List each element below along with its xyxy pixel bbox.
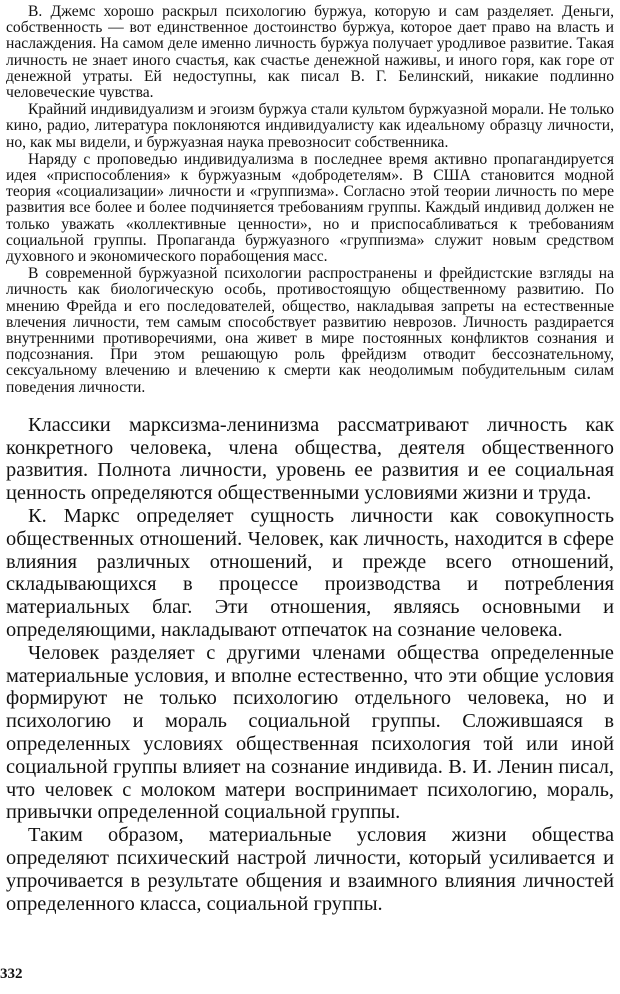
paragraph-marx: К. Маркс определяет сущность личности как совокупность общественных отношений. Человек, как личность, находится в сфере влияния различных отношений, и прежде всего отношений, складывающихся в процессе производства и потребления материальных благ. Эти отношения, являясь основными и определяющими, накладывают отпечаток на сознание человека. xyxy=(6,505,614,642)
paragraph-classics: Классики марксизма-ленинизма рассматривают личность как конкретного человека, члена общества, деятеля общественного развития. Полнота личности, уровень ее развития и ее социальная ценность определяются общественными условиями жизни и труда. xyxy=(6,413,614,505)
paragraph-conclusion: Таким образом, материальные условия жизни общества определяют психический настрой личности, который усиливается и упрочивается в результате общения и взаимного влияния личностей определенного класса, социальной группы. xyxy=(6,824,614,915)
small-print-section xyxy=(6,4,614,396)
book-page xyxy=(6,4,614,915)
paragraph-james: В. Джемс хорошо раскрыл психологию буржуа, которую и сам разделяет. Деньги, собственность — вот единственное достоинство буржуа, которое дает право на власть и наслаждения. На самом деле именно личность буржуа получает уродливое развитие. Такая личность не знает иного счастья, как счастье денежной наживы, и иного горя, как горе от денежной утраты. Ей недоступны, как писал В. Г. Белинский, никакие подлинно человеческие чувства. xyxy=(6,3,614,102)
page-number: 332 xyxy=(0,966,23,982)
paragraph-groupism: Наряду с проповедью индивидуализма в последнее время активно пропагандируется идея «приспособления» к буржуазным «добродетелям». В США становится модной теория «социализации» личности и «группизма». Согласно этой теории личность по мере развития все более и более подчиняется требованиям группы. Каждый индивид должен не только уважать «коллективные ценности», но и приспосабливаться к требованиям социальной группы. Пропаганда буржуазного «группизма» служит новым средством духовного и экономического порабощения масс. xyxy=(6,150,614,266)
paragraph-group-psychology: Человек разделяет с другими членами общества определенные материальные условия, и вполне естественно, что эти общие условия формируют не только психологию отдельного человека, но и психологию и мораль социальной группы. Сложившаяся в определенных условиях общественная психология той или иной социальной группы влияет на сознание индивида. В. И. Ленин писал, что человек с молоком матери воспринимает психологию, мораль, привычки определенной социальной группы. xyxy=(6,641,614,824)
paragraph-individualism: Крайний индивидуализм и эгоизм буржуа стали культом буржуазной морали. Не только кино, радио, литература поклоняются индивидуалисту как идеальному образцу личности, но, как мы видели, и буржуазная наука превозносит собственника. xyxy=(6,101,614,151)
paragraph-freudism: В современной буржуазной психологии распространены и фрейдистские взгляды на личность как биологическую особь, противостоящую общественному развитию. По мнению Фрейда и его последователей, общество, накладывая запреты на естественные влечения личности, тем самым способствует развитию неврозов. Личность раздирается внутренними противоречиями, она живет в мире постоянных конфликтов сознания и подсознания. При этом решающую роль фрейдизм отводит бессознательному, сексуальному влечению и влечению к смерти как неодолимым побудительным силам поведения личности. xyxy=(6,265,614,396)
main-text-section xyxy=(6,414,614,916)
